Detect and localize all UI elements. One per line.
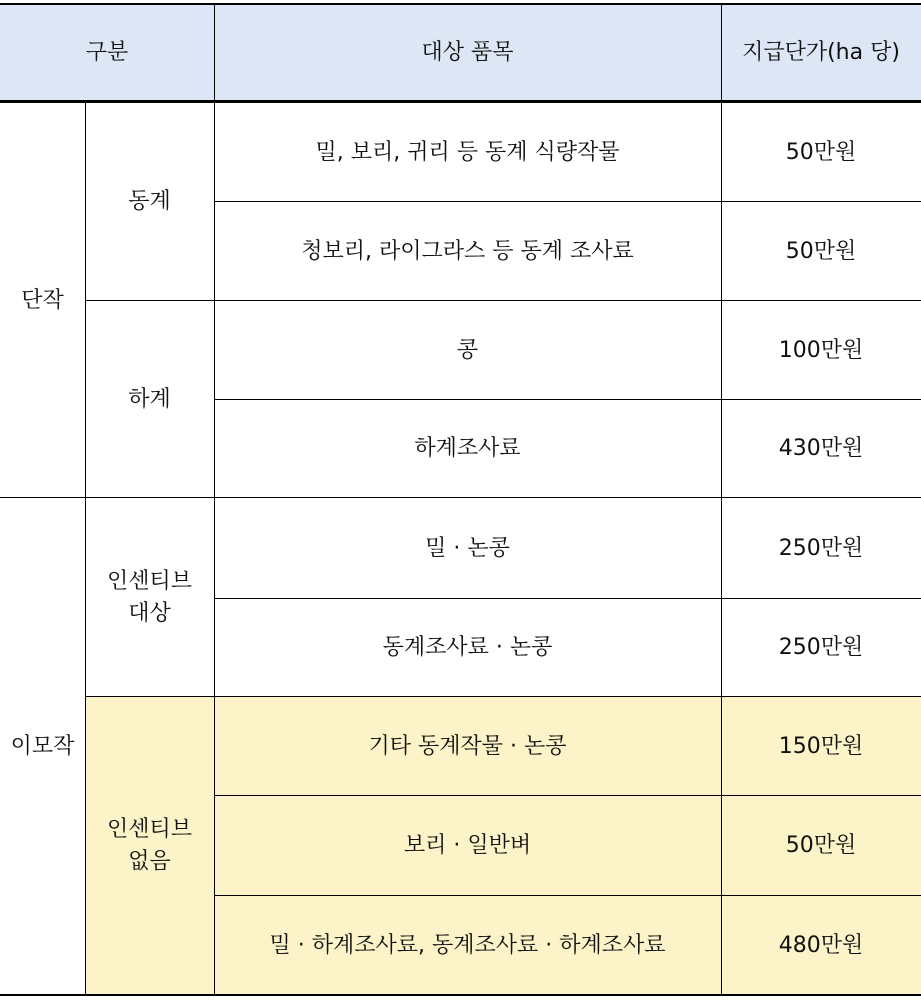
- row-price: 250만원: [778, 635, 864, 660]
- row-item: 콩: [456, 337, 479, 363]
- divider: [214, 4, 215, 995]
- row-price: 150만원: [778, 733, 864, 759]
- border-bottom: [0, 994, 921, 996]
- row-item: 동계조사료 · 논콩: [382, 635, 553, 660]
- row-price: 100만원: [778, 337, 864, 363]
- row-item: 하계조사료: [414, 436, 521, 461]
- divider: [85, 101, 86, 995]
- subgroup-incentive-no: 인센티브 없음: [107, 817, 193, 874]
- divider: [85, 300, 921, 301]
- divider: [214, 399, 921, 400]
- divider: [85, 696, 921, 697]
- divider: [214, 795, 921, 796]
- row-price: 50만원: [785, 238, 857, 264]
- row-item: 보리 · 일반벼: [403, 833, 532, 858]
- row-item: 기타 동계작물 · 논콩: [368, 733, 567, 759]
- subgroup-summer: 하계: [128, 386, 171, 412]
- row-price: 250만원: [778, 535, 864, 561]
- divider: [721, 4, 722, 995]
- row-price: 480만원: [778, 932, 864, 958]
- border-top: [0, 3, 921, 5]
- group-double-crop: 이모작: [10, 733, 75, 759]
- row-item: 밀 · 하계조사료, 동계조사료 · 하계조사료: [269, 932, 666, 958]
- subgroup-incentive-yes: 인센티브 대상: [107, 568, 193, 626]
- header-unit-price: 지급단가(ha 당): [742, 39, 900, 65]
- subgroup-winter: 동계: [128, 189, 171, 214]
- row-price: 50만원: [785, 833, 857, 858]
- group-single-crop: 단작: [21, 287, 64, 313]
- divider: [214, 598, 921, 599]
- row-price: 430만원: [778, 436, 864, 461]
- header-items: 대상 품목: [421, 39, 514, 65]
- header-category: 구분: [85, 39, 129, 65]
- divider: [0, 497, 921, 498]
- divider: [214, 895, 921, 896]
- row-item: 청보리, 라이그라스 등 동계 조사료: [301, 238, 634, 264]
- row-item: 밀, 보리, 귀리 등 동계 식량작물: [315, 139, 620, 165]
- divider: [214, 201, 921, 202]
- row-price: 50만원: [785, 139, 857, 165]
- border-header-bottom: [0, 100, 921, 103]
- row-item: 밀 · 논콩: [425, 535, 510, 561]
